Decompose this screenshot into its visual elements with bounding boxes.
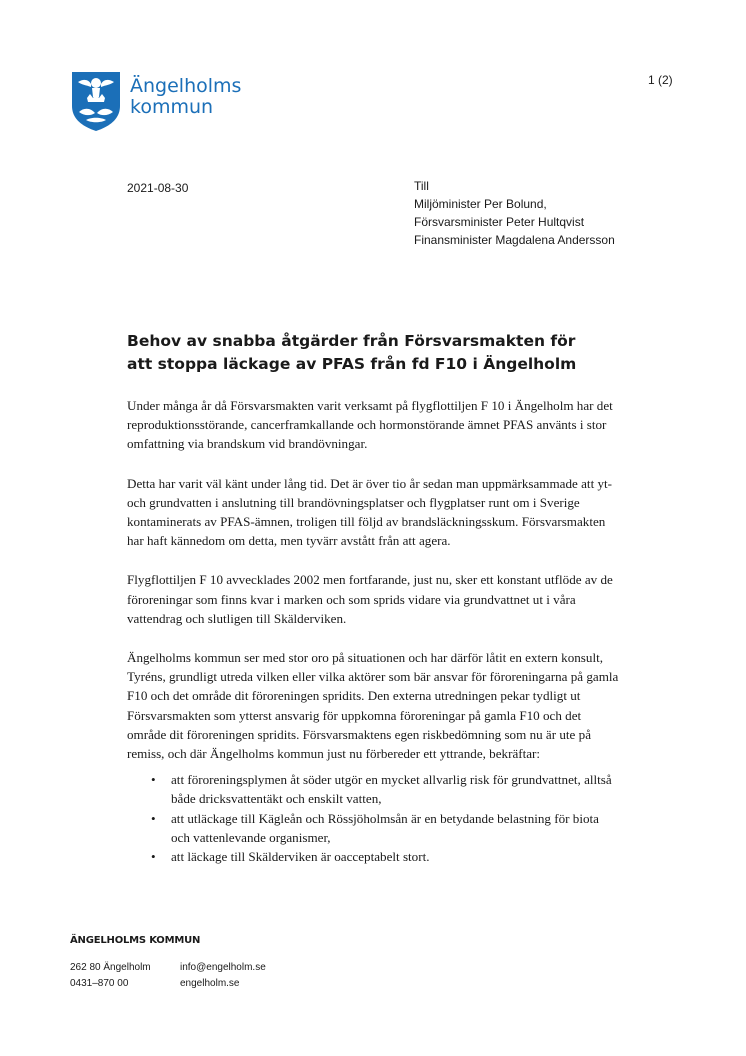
- footer-phone: 0431–870 00: [70, 978, 129, 989]
- letter-title: Behov av snabba åtgärder från Försvarsmakten för att stoppa läckage av PFAS från fd F10 i Ängelholm: [127, 332, 577, 373]
- bullet-marker: •: [151, 849, 156, 865]
- footer-contact-left: [70, 960, 151, 992]
- list-item: [151, 770, 619, 808]
- recipient-line: Försvarsminister Peter Hultqvist: [414, 215, 585, 229]
- body-paragraph: Under många år då Försvarsmakten varit verksamt på flygflottiljen F 10 i Ängelholm har det reproduktionsstörande, cancerframkallande och hormonstörande ämnet PFAS använts i stor omfattning via brandskum vid brandövningar.: [127, 398, 613, 452]
- recipient-line: Till: [414, 179, 429, 193]
- logo-wordmark: [130, 76, 241, 118]
- bullet-marker: •: [151, 810, 156, 826]
- recipients-block: [414, 177, 615, 249]
- list-item: [151, 809, 619, 847]
- letter-body: [127, 396, 619, 866]
- footer-website: engelholm.se: [180, 978, 240, 989]
- page-number: 1 (2): [648, 73, 673, 87]
- bullet-marker: •: [151, 772, 156, 788]
- footer-address: 262 80 Ängelholm: [70, 962, 151, 973]
- footer-email: info@engelholm.se: [180, 962, 266, 973]
- footer-contact-right: [180, 960, 266, 992]
- letter-date: 2021-08-30: [127, 181, 189, 195]
- body-paragraph: Flygflottiljen F 10 avvecklades 2002 men fortfarande, just nu, sker ett konstant utflöde av de föroreningar som finns kvar i marken och som sprids vidare via grundvattnet ut i våra vattendrag och slutligen till Skälderviken.: [127, 572, 613, 626]
- coat-of-arms-icon: [70, 70, 122, 132]
- body-paragraph: Detta har varit väl känt under lång tid. Det är över tio år sedan man uppmärksammade att yt- och grundvatten i anslutning till brandövningsplatser och flygplatser runt om i Sverige kontaminerats av PFAS-ämnen, troligen till följd av brandsläckningsskum. Försvarsmakten har haft kännedom om detta, men tyvärr avstått från att agera.: [127, 475, 613, 549]
- list-item-text: att läckage till Skälderviken är oacceptabelt stort.: [171, 849, 430, 865]
- body-paragraph: Ängelholms kommun ser med stor oro på situationen och har därför låtit en extern konsult, Tyréns, grundligt utreda vilken eller vilka aktörer som bär ansvar för föroreningarna på gamla F10 och det område dit föroreningen spridits. Den externa utredningen pekar tydligt ut Försvarsmakten som ytterst ansvarig för uppkomna föroreningar på gamla F10 och det område dit föroreningen spridits. Försvarsmaktens egen riskbedömning som nu är ute på remiss, och där Ängelholms kommun just nu förbereder ett yttrande, bekräftar:: [127, 650, 619, 762]
- list-item-text: att utläckage till Kägleån och Rössjöholmsån är en betydande belastning för biota och vattenlevande organismer,: [171, 810, 599, 845]
- list-item-text: att föroreningsplymen åt söder utgör en mycket allvarlig risk för grundvattnet, alltså både dricksvattentäkt och enskilt vatten,: [171, 772, 612, 807]
- footer-org-name: ÄNGELHOLMS KOMMUN: [70, 935, 201, 946]
- recipient-line: Miljöminister Per Bolund,: [414, 197, 547, 211]
- logo-line-1: Ängelholms: [130, 75, 242, 97]
- findings-list: [127, 770, 619, 866]
- recipient-line: Finansminister Magdalena Andersson: [414, 233, 615, 247]
- kommun-logo: [70, 70, 241, 132]
- list-item: [151, 847, 619, 866]
- logo-line-2: kommun: [130, 96, 214, 118]
